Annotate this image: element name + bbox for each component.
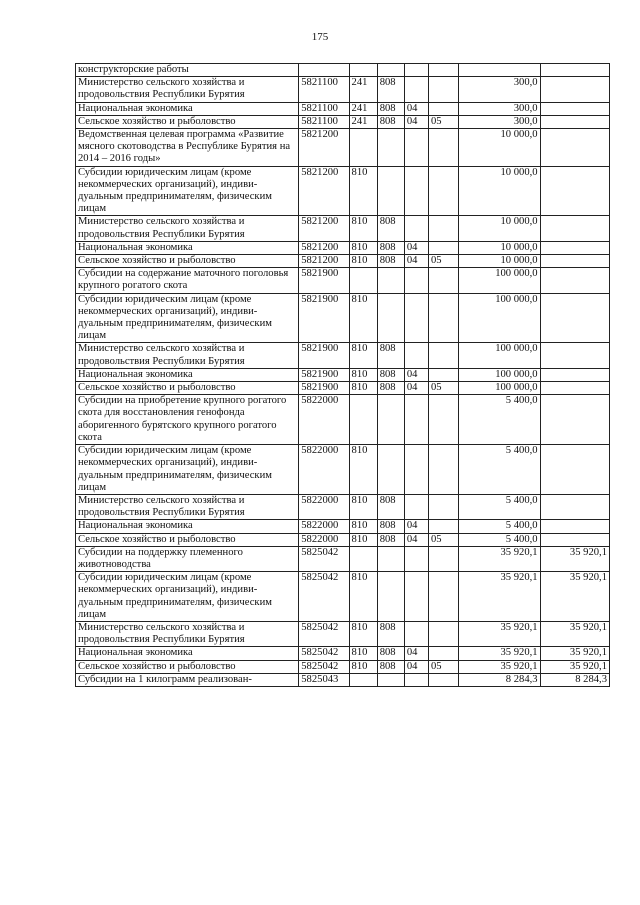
section-cell: 04 [404,368,428,381]
name-cell: Сельское хозяйство и рыболовство [76,255,299,268]
subsection-cell [428,647,458,660]
sum2-cell [540,216,609,241]
grbs-code-cell: 808 [377,382,404,395]
csr-code-cell: 5825043 [299,673,349,686]
subsection-cell [428,129,458,167]
grbs-code-cell: 808 [377,621,404,646]
csr-code-cell: 5825042 [299,647,349,660]
grbs-code-cell [377,572,404,622]
csr-code-cell: 5825042 [299,546,349,571]
sum2-cell [540,382,609,395]
expense-type-cell [349,64,377,77]
sum2-cell: 35 920,1 [540,621,609,646]
subsection-cell [428,293,458,343]
expense-type-cell [349,268,377,293]
grbs-code-cell: 808 [377,494,404,519]
name-cell: Министерство сельского хозяйства и продовольствия Республики Бурятия [76,494,299,519]
table-row [76,660,610,673]
subsection-cell [428,64,458,77]
sum2-cell: 35 920,1 [540,647,609,660]
table-row [76,293,610,343]
section-cell: 04 [404,102,428,115]
name-cell: Субсидии юридическим лицам (кроме некоммерческих организаций), индивидуальным предпринимателям, физическим лицам [76,572,299,622]
sum2-cell [540,268,609,293]
sum2-cell [540,115,609,128]
page-number: 175 [311,31,329,43]
section-cell [404,293,428,343]
table-row [76,241,610,254]
budget-table [75,63,610,687]
grbs-code-cell [377,293,404,343]
budget-table-body [76,64,610,687]
section-cell [404,343,428,368]
csr-code-cell [299,64,349,77]
sum-cell: 8 284,3 [459,673,540,686]
sum-cell: 100 000,0 [459,293,540,343]
section-cell: 04 [404,382,428,395]
section-cell [404,268,428,293]
sum2-cell: 35 920,1 [540,660,609,673]
sum-cell: 5 400,0 [459,445,540,495]
grbs-code-cell: 808 [377,368,404,381]
sum2-cell [540,293,609,343]
table-row [76,546,610,571]
name-cell: Национальная экономика [76,241,299,254]
subsection-cell [428,241,458,254]
name-cell: Субсидии юридическим лицам (кроме некоммерческих организаций), индивидуальным предпринимателям, физическим лицам [76,445,299,495]
csr-code-cell: 5821200 [299,166,349,216]
sum2-cell [540,102,609,115]
csr-code-cell: 5822000 [299,520,349,533]
csr-code-cell: 5822000 [299,494,349,519]
subsection-cell [428,166,458,216]
sum2-cell [540,520,609,533]
sum-cell: 10 000,0 [459,216,540,241]
sum2-cell [540,241,609,254]
grbs-code-cell: 808 [377,115,404,128]
section-cell [404,166,428,216]
section-cell: 04 [404,660,428,673]
subsection-cell: 05 [428,255,458,268]
table-row [76,343,610,368]
section-cell [404,673,428,686]
sum2-cell [540,445,609,495]
subsection-cell [428,395,458,445]
sum-cell: 100 000,0 [459,343,540,368]
grbs-code-cell: 808 [377,216,404,241]
section-cell [404,572,428,622]
section-cell: 04 [404,533,428,546]
sum2-cell [540,129,609,167]
subsection-cell: 05 [428,115,458,128]
expense-type-cell: 810 [349,520,377,533]
grbs-code-cell: 808 [377,255,404,268]
sum2-cell: 8 284,3 [540,673,609,686]
table-row [76,647,610,660]
name-cell: Национальная экономика [76,520,299,533]
subsection-cell [428,520,458,533]
sum-cell: 100 000,0 [459,268,540,293]
name-cell: Сельское хозяйство и рыболовство [76,533,299,546]
sum-cell: 5 400,0 [459,520,540,533]
expense-type-cell: 810 [349,255,377,268]
subsection-cell [428,268,458,293]
subsection-cell [428,673,458,686]
table-row [76,520,610,533]
name-cell: Субсидии на поддержку племенного животноводства [76,546,299,571]
grbs-code-cell [377,268,404,293]
table-row [76,255,610,268]
expense-type-cell: 810 [349,216,377,241]
table-row [76,129,610,167]
expense-type-cell: 241 [349,115,377,128]
sum-cell: 10 000,0 [459,166,540,216]
csr-code-cell: 5821900 [299,293,349,343]
name-cell: Национальная экономика [76,647,299,660]
csr-code-cell: 5821100 [299,102,349,115]
subsection-cell [428,494,458,519]
name-cell: конструкторские работы [76,64,299,77]
sum-cell: 5 400,0 [459,533,540,546]
sum-cell: 100 000,0 [459,382,540,395]
grbs-code-cell [377,166,404,216]
name-cell: Сельское хозяйство и рыболовство [76,115,299,128]
table-row [76,64,610,77]
grbs-code-cell [377,445,404,495]
section-cell [404,546,428,571]
csr-code-cell: 5821200 [299,241,349,254]
csr-code-cell: 5825042 [299,660,349,673]
grbs-code-cell [377,64,404,77]
csr-code-cell: 5821900 [299,268,349,293]
sum-cell: 10 000,0 [459,129,540,167]
sum2-cell [540,368,609,381]
name-cell: Субсидии на приобретение крупного рогатого скота для восстановления генофонда аборигенного бурятского крупного рогатого скота [76,395,299,445]
table-row [76,77,610,102]
csr-code-cell: 5821900 [299,343,349,368]
sum-cell [459,64,540,77]
subsection-cell: 05 [428,382,458,395]
grbs-code-cell [377,546,404,571]
table-row [76,166,610,216]
name-cell: Ведомственная целевая программа «Развитие мясного скотоводства в Республике Бурятия на 2014 – 2016 годы» [76,129,299,167]
expense-type-cell: 810 [349,660,377,673]
name-cell: Министерство сельского хозяйства и продовольствия Республики Бурятия [76,343,299,368]
expense-type-cell [349,395,377,445]
name-cell: Субсидии юридическим лицам (кроме некоммерческих организаций), индивидуальным предпринимателям, физическим лицам [76,166,299,216]
name-cell: Министерство сельского хозяйства и продовольствия Республики Бурятия [76,621,299,646]
subsection-cell: 05 [428,660,458,673]
subsection-cell: 05 [428,533,458,546]
csr-code-cell: 5821900 [299,368,349,381]
expense-type-cell [349,129,377,167]
table-row [76,115,610,128]
sum-cell: 35 920,1 [459,621,540,646]
subsection-cell [428,621,458,646]
name-cell: Субсидии на 1 килограмм реализован- [76,673,299,686]
grbs-code-cell: 808 [377,660,404,673]
sum2-cell: 35 920,1 [540,546,609,571]
csr-code-cell: 5821200 [299,216,349,241]
name-cell: Национальная экономика [76,368,299,381]
table-row [76,102,610,115]
expense-type-cell: 810 [349,343,377,368]
csr-code-cell: 5822000 [299,445,349,495]
name-cell: Сельское хозяйство и рыболовство [76,382,299,395]
section-cell: 04 [404,115,428,128]
sum-cell: 35 920,1 [459,572,540,622]
table-row [76,494,610,519]
sum-cell: 10 000,0 [459,255,540,268]
sum-cell: 35 920,1 [459,660,540,673]
subsection-cell [428,77,458,102]
table-row [76,382,610,395]
grbs-code-cell [377,395,404,445]
grbs-code-cell: 808 [377,77,404,102]
grbs-code-cell: 808 [377,343,404,368]
table-row [76,368,610,381]
csr-code-cell: 5821200 [299,129,349,167]
expense-type-cell: 810 [349,533,377,546]
subsection-cell [428,572,458,622]
expense-type-cell: 810 [349,494,377,519]
subsection-cell [428,102,458,115]
grbs-code-cell: 808 [377,533,404,546]
grbs-code-cell: 808 [377,102,404,115]
csr-code-cell: 5822000 [299,533,349,546]
expense-type-cell: 810 [349,382,377,395]
section-cell: 04 [404,255,428,268]
section-cell [404,77,428,102]
sum-cell: 5 400,0 [459,494,540,519]
grbs-code-cell: 808 [377,241,404,254]
section-cell: 04 [404,647,428,660]
section-cell [404,445,428,495]
section-cell: 04 [404,520,428,533]
table-row [76,572,610,622]
table-row [76,445,610,495]
expense-type-cell: 810 [349,293,377,343]
grbs-code-cell [377,129,404,167]
sum-cell: 300,0 [459,102,540,115]
grbs-code-cell: 808 [377,520,404,533]
expense-type-cell [349,673,377,686]
expense-type-cell: 241 [349,102,377,115]
expense-type-cell: 810 [349,368,377,381]
sum2-cell [540,64,609,77]
section-cell [404,216,428,241]
sum2-cell [540,494,609,519]
sum-cell: 35 920,1 [459,546,540,571]
table-row [76,216,610,241]
sum2-cell [540,166,609,216]
expense-type-cell: 241 [349,77,377,102]
section-cell [404,494,428,519]
csr-code-cell: 5821100 [299,77,349,102]
grbs-code-cell: 808 [377,647,404,660]
section-cell: 04 [404,241,428,254]
sum2-cell [540,255,609,268]
name-cell: Субсидии юридическим лицам (кроме некоммерческих организаций), индивидуальным предпринимателям, физическим лицам [76,293,299,343]
name-cell: Министерство сельского хозяйства и продовольствия Республики Бурятия [76,216,299,241]
grbs-code-cell [377,673,404,686]
sum-cell: 35 920,1 [459,647,540,660]
table-row [76,673,610,686]
sum2-cell [540,343,609,368]
section-cell [404,395,428,445]
csr-code-cell: 5821900 [299,382,349,395]
name-cell: Национальная экономика [76,102,299,115]
name-cell: Сельское хозяйство и рыболовство [76,660,299,673]
table-row [76,268,610,293]
sum2-cell: 35 920,1 [540,572,609,622]
subsection-cell [428,216,458,241]
csr-code-cell: 5821200 [299,255,349,268]
name-cell: Субсидии на содержание маточного поголовья крупного рогатого скота [76,268,299,293]
subsection-cell [428,343,458,368]
sum2-cell [540,395,609,445]
subsection-cell [428,368,458,381]
expense-type-cell: 810 [349,647,377,660]
csr-code-cell: 5821100 [299,115,349,128]
sum-cell: 100 000,0 [459,368,540,381]
table-row [76,533,610,546]
table-row [76,621,610,646]
sum-cell: 10 000,0 [459,241,540,254]
expense-type-cell [349,546,377,571]
sum-cell: 300,0 [459,115,540,128]
section-cell [404,64,428,77]
subsection-cell [428,546,458,571]
section-cell [404,621,428,646]
expense-type-cell: 810 [349,445,377,495]
expense-type-cell: 810 [349,241,377,254]
expense-type-cell: 810 [349,572,377,622]
sum2-cell [540,77,609,102]
sum-cell: 5 400,0 [459,395,540,445]
sum2-cell [540,533,609,546]
subsection-cell [428,445,458,495]
csr-code-cell: 5825042 [299,621,349,646]
section-cell [404,129,428,167]
csr-code-cell: 5822000 [299,395,349,445]
table-row [76,395,610,445]
expense-type-cell: 810 [349,621,377,646]
sum-cell: 300,0 [459,77,540,102]
csr-code-cell: 5825042 [299,572,349,622]
name-cell: Министерство сельского хозяйства и продовольствия Республики Бурятия [76,77,299,102]
expense-type-cell: 810 [349,166,377,216]
